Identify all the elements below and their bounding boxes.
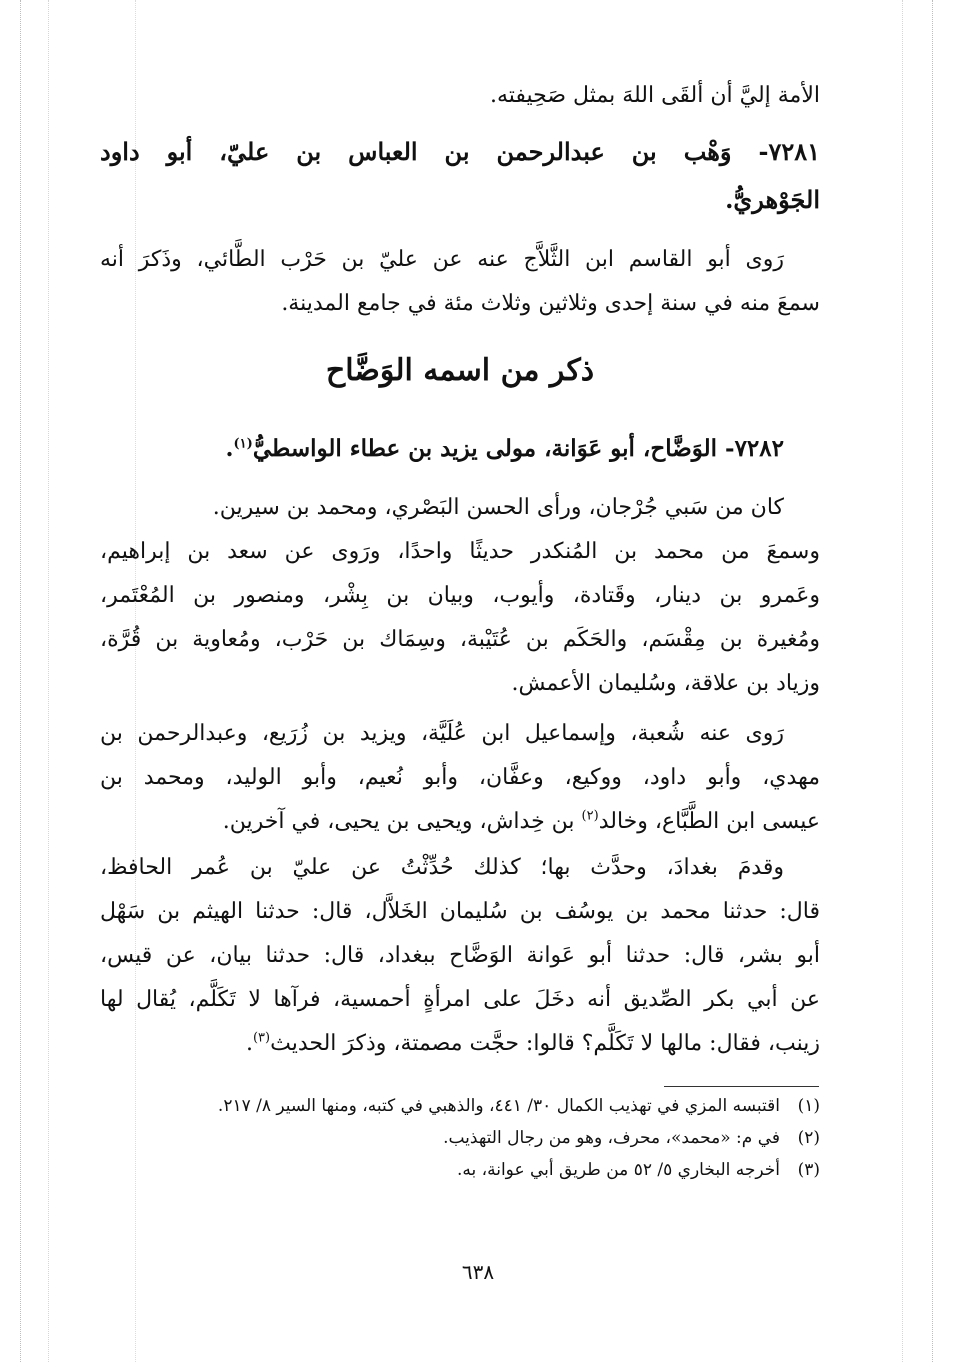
body-text: بن خِداش، ويحيى بن يحيى، في آخرين. bbox=[222, 809, 582, 834]
footnote-number: (١) bbox=[797, 1096, 820, 1116]
body-line: وعَمرو بن دينار، وقَتادة، وأيوب، وبيان بن بِشْر، ومنصور بن المُعْتَمر، bbox=[100, 583, 820, 608]
footnote-item bbox=[100, 1122, 820, 1154]
body-line: عن أبي بكر الصِّديق أنه دخَلَ على امرأةٍ أحمسية، فرآها لا تَكَلَّم، يُقال لها bbox=[100, 987, 820, 1012]
page-number: ٦٣٨ bbox=[461, 1260, 495, 1284]
section-heading: ذكر من اسمه الوَضَّاح bbox=[325, 353, 595, 388]
footnote-marker: (١) bbox=[233, 436, 253, 452]
footnote-item bbox=[100, 1154, 820, 1186]
paragraph-2 bbox=[100, 712, 820, 844]
body-line: أبو بشر، قال: حدثنا أبو عَوانة الوَضَّاح ببغداد، قال: حدثنا بيان، عن قيس، bbox=[100, 943, 820, 968]
footnote-text: في م: «محمد»، محرف، وهو من رجال التهذيب. bbox=[443, 1128, 780, 1148]
footnote-number: (٢) bbox=[797, 1128, 820, 1148]
body-line: وقدمَ بغدادَ، وحدَّث بها؛ كذلك حُدِّثْتُ عن عليّ بن عُمر الحافظ، bbox=[100, 855, 784, 880]
entry-7282-title bbox=[100, 426, 820, 472]
paragraph-1 bbox=[100, 486, 820, 706]
scan-edge-line bbox=[48, 0, 49, 1362]
body-text: عيسى ابن الطَّبَّاع، وخالد bbox=[598, 809, 820, 834]
entry-title-line bbox=[100, 426, 820, 472]
entry-7281-body bbox=[100, 238, 820, 326]
body-line: مهدي، وأبو داود، ووكيع، وعفَّان، وأبو نُعيم، وأبو الوليد، ومحمد بن bbox=[100, 765, 820, 790]
entry-title-end: . bbox=[225, 435, 234, 462]
footnote-text: أخرجه البخاري ٥/ ٥٢ من طريق أبي عوانة، به. bbox=[456, 1160, 780, 1180]
footnote-text: اقتبسه المزي في تهذيب الكمال ٣٠/ ٤٤١، والذهبي في كتبه، ومنها السير ٨/ ٢١٧. bbox=[217, 1096, 780, 1116]
body-text: . bbox=[245, 1031, 253, 1056]
footnote-marker: (٣) bbox=[252, 1030, 271, 1046]
entry-title-line: ٧٢٨١- وَهْب بن عبدالرحمن بن العباس بن عليّ، أبو داود bbox=[100, 137, 820, 166]
continuation-text bbox=[100, 74, 820, 118]
body-line: ومُغيرة بن مِقْسَم، والحَكَم بن عُتَيْبة، وسِمَاك بن حَرْب، ومُعاوية بن قُرَّة، bbox=[100, 627, 820, 652]
footnotes bbox=[100, 1090, 820, 1186]
footnote-marker: (٢) bbox=[581, 808, 599, 824]
body-line: وسمعَ من محمد بن المُنكدر حديثًا واحدًا، ورَوى عن سعد بن إبراهيم، bbox=[100, 539, 820, 564]
body-line: قال: حدثنا محمد بن يوسُف بن سُليمان الخَلاَّل، قال: حدثنا الهيثم بن سَهْل bbox=[100, 899, 820, 924]
body-line: كان من سَبي جُرْجان، ورأى الحسن البَصْري، ومحمد بن سيرين. bbox=[212, 495, 784, 520]
body-text: زينب، فقال: مالها لا تَكَلَّم؟ قالوا: حجَّت مصمتة، وذكرَ الحديث bbox=[270, 1031, 820, 1056]
body-line: رَوى عنه شُعبة، وإسماعيل ابن عُلَيَّة، ويزيد بن زُرَيع، وعبدالرحمن بن bbox=[100, 721, 784, 746]
scan-edge-line bbox=[902, 0, 903, 1362]
paragraph-3 bbox=[100, 846, 820, 1066]
footnote-separator bbox=[664, 1086, 819, 1087]
body-line bbox=[100, 1022, 820, 1066]
footnote-number: (٣) bbox=[797, 1160, 820, 1180]
body-line: رَوى أبو القاسم ابن الثَّلاَّج عنه عن عليّ بن حَرْب الطَّائي، وذَكرَ أنه bbox=[100, 247, 784, 272]
entry-title-text: ٧٢٨٢- الوَضَّاح، أبو عَوَانة، مولى يزيد بن عطاء الواسطيُّ bbox=[252, 435, 784, 462]
body-line: سمعَ منه في سنة إحدى وثلاثين وثلاث مئة في جامع المدينة. bbox=[281, 291, 820, 316]
continuation-line: الأمة إليَّ أن ألقَى اللهَ بمثل صَحِيفته. bbox=[489, 83, 820, 108]
scan-edge-line bbox=[932, 0, 933, 1362]
scan-edge-line bbox=[20, 0, 21, 1362]
footnote-item bbox=[100, 1090, 820, 1122]
entry-7281-title bbox=[100, 128, 820, 224]
body-line bbox=[100, 800, 820, 844]
entry-title-line: الجَوْهريُّ. bbox=[725, 185, 820, 214]
body-line: وزياد بن علاقة، وسُليمان الأعمش. bbox=[511, 671, 820, 696]
